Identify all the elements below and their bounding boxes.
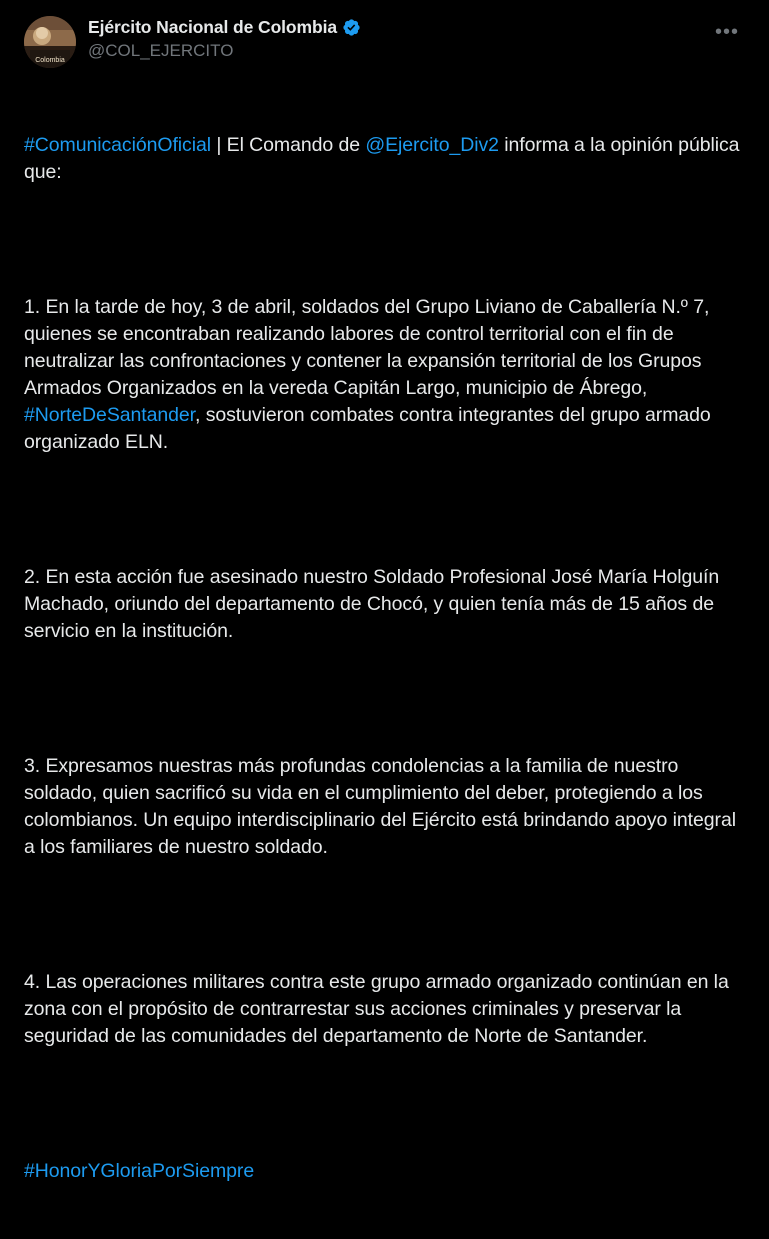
- mention-ejercito-div2[interactable]: @Ejercito_Div2: [365, 134, 499, 156]
- hashtag-honor-y-gloria-por-siempre[interactable]: #HonorYGloriaPorSiempre: [24, 1160, 255, 1182]
- tweet-header: [24, 16, 745, 68]
- account-identity: [88, 16, 709, 61]
- verified-badge-icon: [342, 18, 361, 37]
- account-name-row: [88, 17, 709, 38]
- paragraph-text: 3. Expresamos nuestras más profundas condolencias a la familia de nuestro soldado, quien sacrificó su vida en el cumplimiento del deber, protegiendo a los colombianos. Un equipo interdisciplinario del Ejército está brindando apoyo integral a los familiares de nuestro soldado.: [24, 755, 742, 858]
- account-handle[interactable]: @COL_EJERCITO: [88, 41, 234, 60]
- paragraph-text: | El Comando de: [210, 134, 366, 156]
- paragraph-text: 4. Las operaciones militares contra este grupo armado organizado continúan en la zona con el propósito de contrarrestar sus acciones criminales y preservar la seguridad de las comunidades del departamento de Norte de Santander.: [24, 971, 735, 1047]
- more-options-icon[interactable]: •••: [714, 21, 739, 43]
- tweet-paragraph: [24, 294, 745, 456]
- avatar[interactable]: [24, 16, 76, 68]
- paragraph-text: informa a la opinión pública que:: [24, 134, 745, 183]
- paragraph-text: 1. En la tarde de hoy, 3 de abril, soldados del Grupo Liviano de Caballería N.º 7, quienes se encontraban realizando labores de control territorial con el fin de neutralizar las confrontaciones y contener la expansión territorial de los Grupos Armados Organizados en la vereda Capitán Largo, municipio de Ábrego,: [24, 296, 715, 399]
- tweet-paragraph: [24, 132, 745, 186]
- account-avatar-image: [24, 16, 76, 68]
- hashtag-norte-de-santander[interactable]: #NorteDeSantander: [24, 404, 196, 426]
- tweet-paragraph: [24, 753, 745, 861]
- tweet-paragraph: [24, 564, 745, 645]
- paragraph-text: , sostuvieron combates contra integrantes del grupo armado organizado ELN.: [24, 404, 717, 453]
- tweet-text: [24, 78, 745, 1239]
- svg-text:Colombia: Colombia: [35, 57, 65, 64]
- account-display-name[interactable]: Ejército Nacional de Colombia: [88, 17, 337, 37]
- tweet-paragraph: [24, 1158, 745, 1185]
- paragraph-text: 2. En esta acción fue asesinado nuestro Soldado Profesional José María Holguín Machado, oriundo del departamento de Chocó, y quien tenía más de 15 años de servicio en la institución.: [24, 566, 725, 642]
- tweet-paragraph: [24, 969, 745, 1050]
- hashtag-comunicacion-oficial[interactable]: #ComunicaciónOficial: [24, 134, 211, 156]
